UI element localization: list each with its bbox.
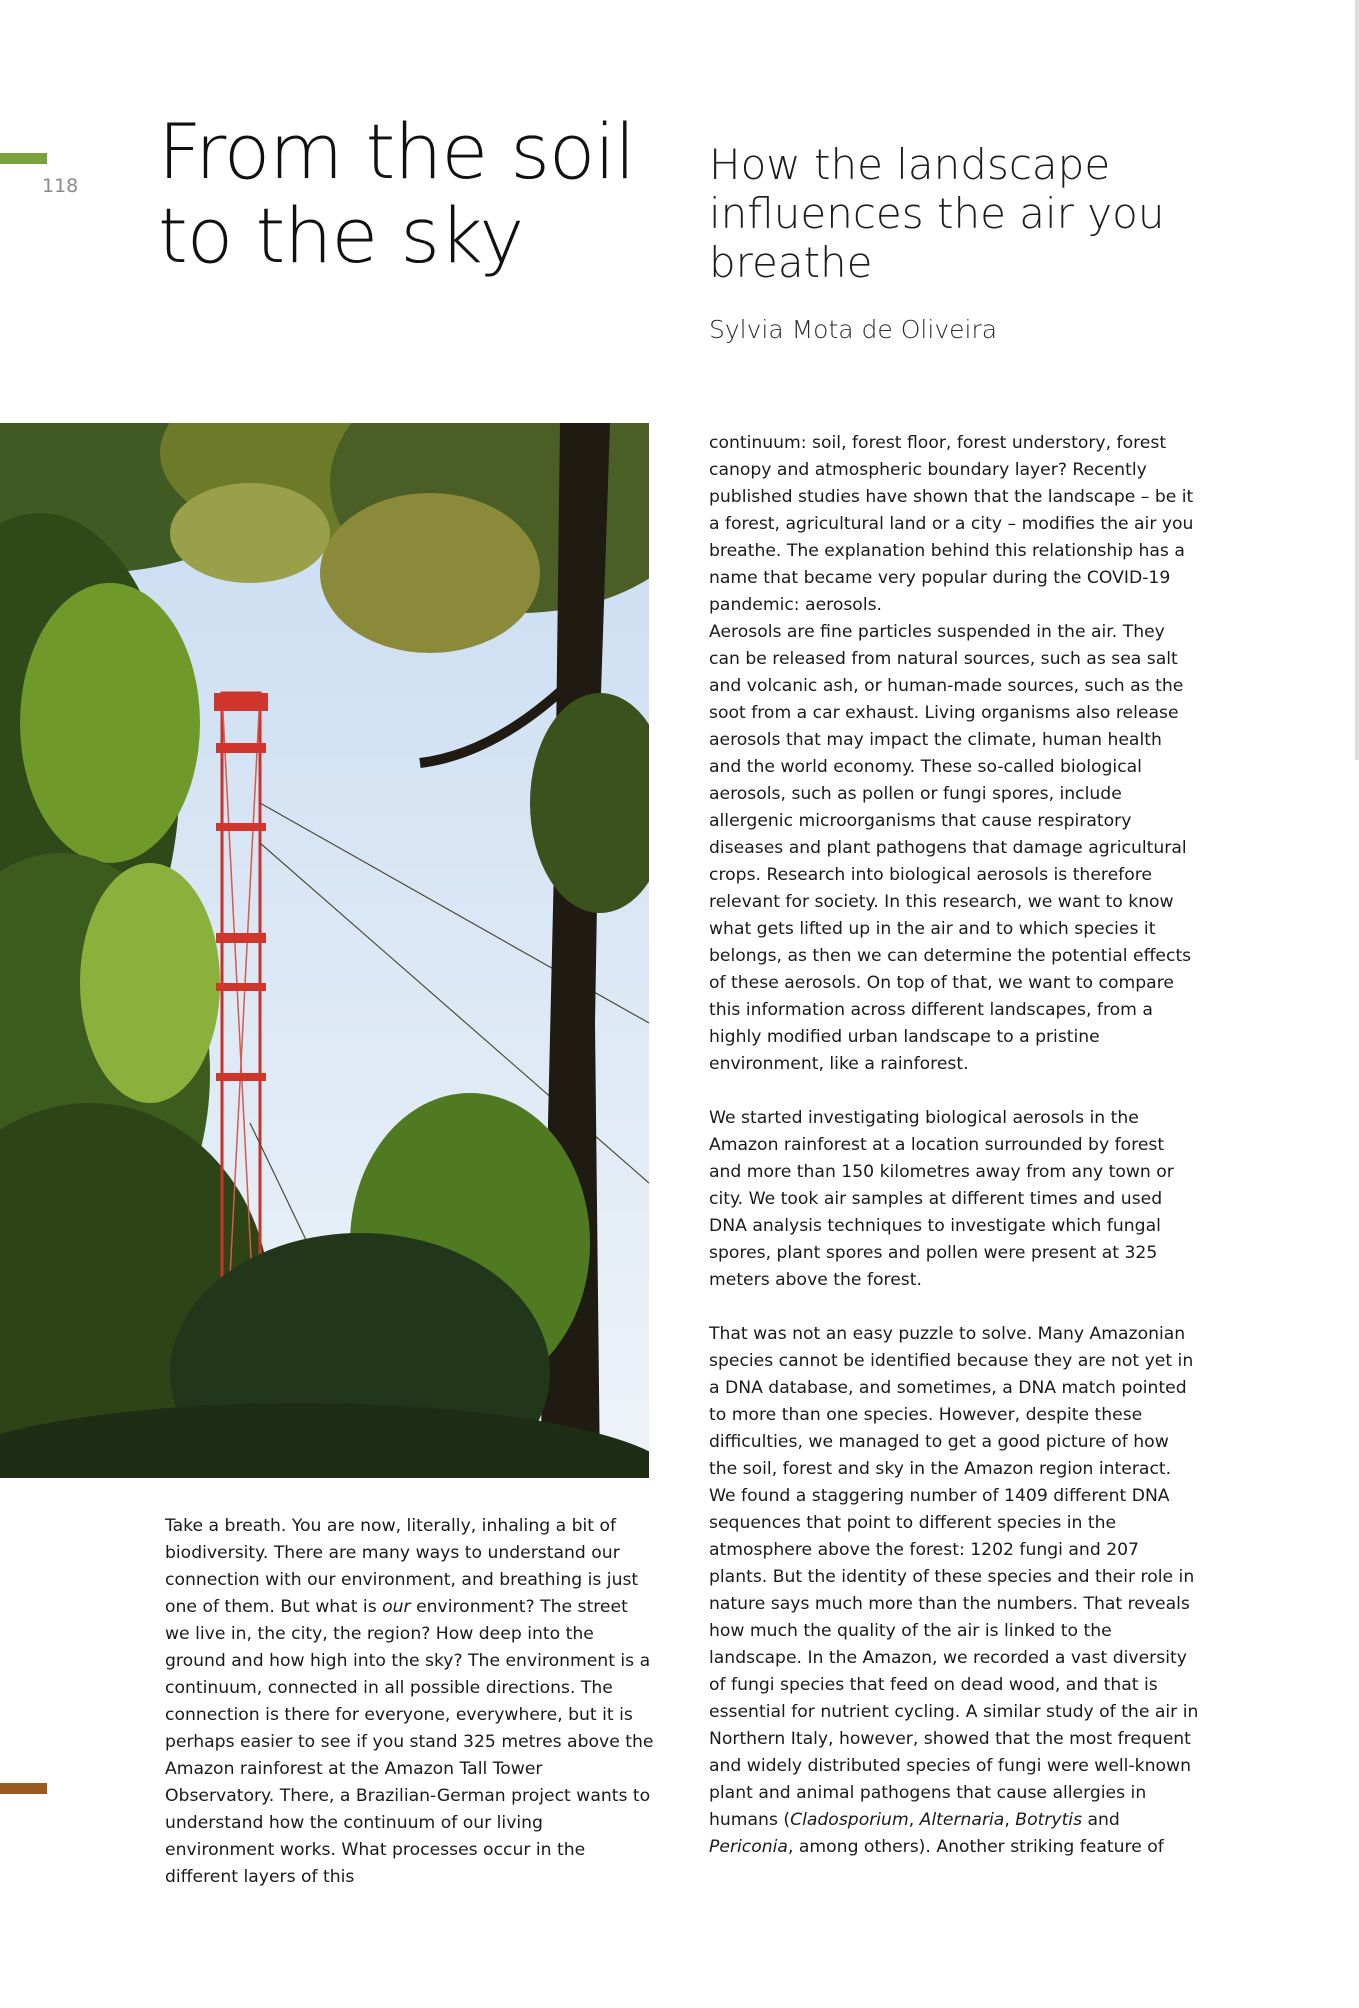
findings-text-b: , among others). Another striking feature of (787, 1837, 1164, 1857)
paragraph-findings (709, 1321, 1199, 1861)
top-accent-bar (0, 153, 47, 164)
page-edge-mark (1355, 0, 1359, 760)
separator: and (1082, 1810, 1120, 1830)
page-number: 118 (42, 175, 79, 197)
intro-text-b: environment? The street we live in, the city, the region? How deep into the ground and how high into the sky? The environment is a continuum, connected in all possible directions. The connection is there for everyone, everywhere, but it is perhaps easier to see if you stand 325 metres above the Amazon rainforest at the Amazon Tall Tower Observatory. There, a Brazilian-German project wants to understand how the continuum of our living environment works. What processes occur in the different layers of this (165, 1597, 654, 1887)
title-line-1: From the soil (158, 107, 635, 196)
bottom-accent-bar (0, 1783, 47, 1794)
paragraph-aerosols: Aerosols are fine particles suspended in the air. They can be released from natural sources, such as sea salt and volcanic ash, or human-made sources, such as the soot from a car exhaust. Living organisms also release aerosols that may impact the climate, human health and the world economy. These so-called biological aerosols, such as pollen or fungi spores, include allergenic microorganisms that cause respiratory diseases and plant pathogens that damage agricultural crops. Research into biological aerosols is therefore relevant for society. In this research, we want to know what gets lifted up in the air and to which species it belongs, as then we can determine the potential effects of these aerosols. On top of that, we want to compare this information across different landscapes, from a highly modified urban landscape to a pristine environment, like a rainforest. (709, 622, 1192, 1074)
article-subtitle: How the landscape influences the air you breathe (709, 140, 1165, 287)
author-name: Sylvia Mota de Oliveira (709, 315, 998, 344)
right-column-text (709, 430, 1199, 1861)
intro-text-a: Take a breath. You are now, literally, inhaling a bit of biodiversity. There are many ways to understand our connection with our environment, and breathing is just one of them. But what is (165, 1516, 639, 1617)
title-line-2: to the sky (158, 191, 524, 280)
paragraph-investigation: We started investigating biological aerosols in the Amazon rainforest at a location surrounded by forest and more than 150 kilometres away from any town or city. We took air samples at different times and used DNA analysis techniques to investigate which fungal spores, plant spores and pollen were present at 325 meters above the forest. (709, 1108, 1174, 1290)
intro-paragraph (165, 1513, 655, 1891)
intro-emphasis: our (382, 1597, 411, 1617)
species-name: Periconia (709, 1837, 788, 1857)
findings-text-a: That was not an easy puzzle to solve. Many Amazonian species cannot be identified because they are not yet in a DNA database, and sometimes, a DNA match pointed to more than one species. However, despite these difficulties, we managed to get a good picture of how the soil, forest and sky in the Amazon region interact. We found a staggering number of 1409 different DNA sequences that point to different species in the atmosphere above the forest: 1202 fungi and 207 plants. But the identity of these species and their role in nature says much more than the numbers. That reveals how much the quality of the air is linked to the landscape. In the Amazon, we recorded a vast diversity of fungi species that feed on dead wood, and that is essential for nutrient cycling. A similar study of the air in Northern Italy, however, showed that the most frequent and widely distributed species of fungi were well-known plant and animal pathogens that cause allergies in humans ( (709, 1324, 1199, 1830)
article-title (158, 107, 678, 280)
species-name: Cladosporium (790, 1810, 909, 1830)
species-name: Alternaria (919, 1810, 1005, 1830)
forest-tower-photo (0, 423, 649, 1478)
paragraph-continuum: continuum: soil, forest floor, forest understory, forest canopy and atmospheric boundary layer? Recently published studies have shown that the landscape – be it a forest, agricultural land or a city – modifies the air you breathe. The explanation behind this relationship has a name that became very popular during the COVID-19 pandemic: aerosols. (709, 433, 1194, 615)
forest-tower-illustration (0, 423, 649, 1478)
separator: , (1004, 1810, 1016, 1830)
species-name: Botrytis (1015, 1810, 1083, 1830)
separator: , (908, 1810, 920, 1830)
left-column-text (165, 1513, 655, 1891)
